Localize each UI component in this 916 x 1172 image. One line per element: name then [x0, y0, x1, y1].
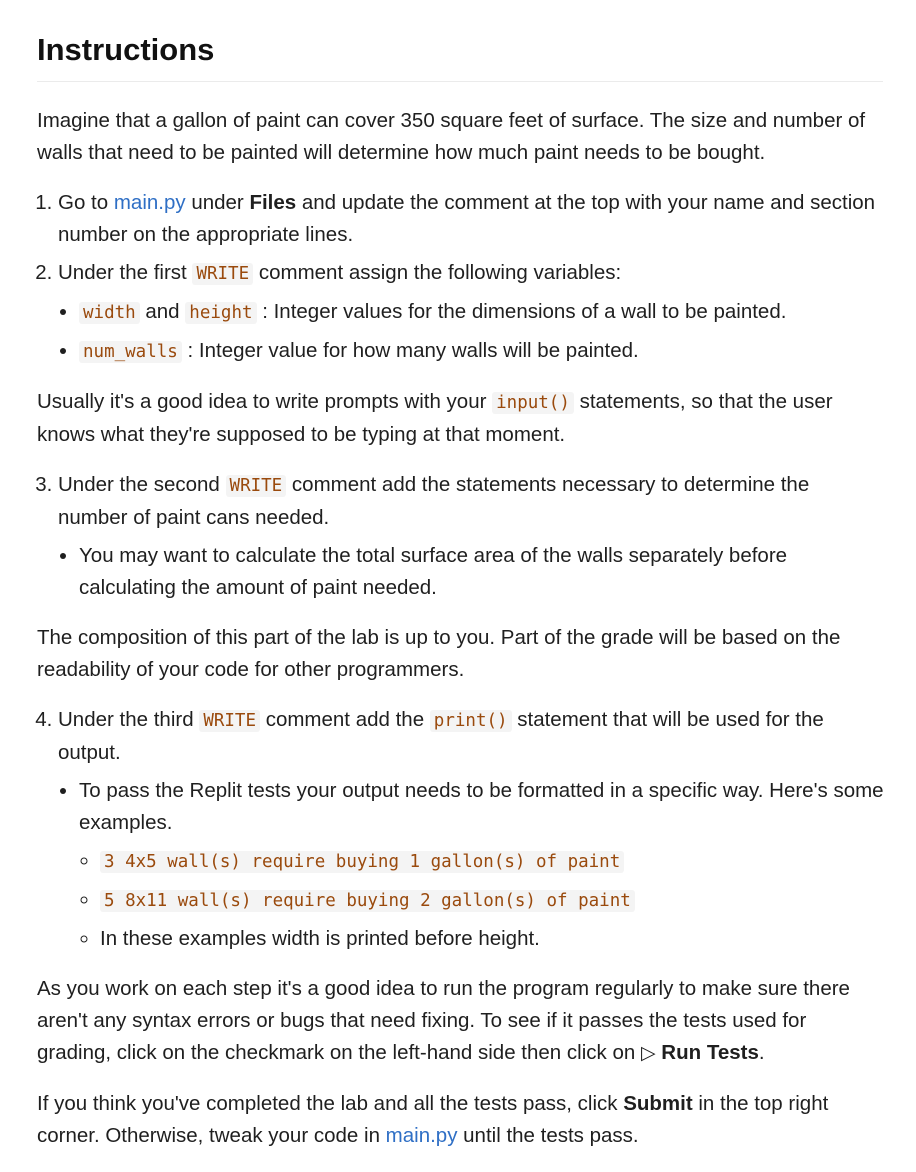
submit-label: Submit: [623, 1092, 693, 1115]
example-3: ◦ In these examples width is printed before height.: [100, 923, 884, 955]
num-walls-code: num_walls: [79, 341, 182, 363]
submit-text-2: in the top right corner. Otherwise, tweak your code in: [37, 1092, 829, 1147]
variable-width-height: [79, 296, 884, 329]
intro-paragraph: Imagine that a gallon of paint can cover 350 square feet of surface. The size and number of walls that need to be painted will determine how much paint needs to be bought.: [37, 109, 866, 164]
composition-paragraph: The composition of this part of the lab is up to you. Part of the grade will be based on the readability of your code for other programmers.: [37, 626, 841, 681]
input-text: Usually it's a good idea to write prompts with your: [37, 390, 493, 413]
write-code-3: WRITE: [199, 710, 260, 732]
step-1-text-2: under: [185, 191, 250, 214]
width-code: width: [79, 302, 140, 324]
run-tests-paragraph: [37, 973, 884, 1070]
example-1: [100, 845, 884, 878]
submit-text-3: until the tests pass.: [457, 1124, 639, 1147]
variable-num-walls: [79, 335, 884, 368]
examples-list: [79, 845, 884, 955]
step-4-text: Under the third: [58, 708, 200, 731]
step-4-text-3: statement that will be used for the output.: [58, 708, 824, 764]
run-text-2: .: [758, 1041, 765, 1064]
example-1-code: 3 4x5 wall(s) require buying 1 gallon(s) of paint: [100, 851, 624, 873]
num-walls-desc: : Integer value for how many walls will be painted.: [181, 339, 639, 362]
main-py-link-2[interactable]: main.py: [385, 1124, 458, 1147]
step-3-text-2: comment add the statements necessary to determine the number of paint cans needed.: [58, 473, 810, 529]
step-4-text-2: comment add the: [260, 708, 430, 731]
step-4-sublist: [58, 775, 884, 955]
step-2-sublist: [58, 296, 884, 368]
step-4-format-note: [79, 775, 884, 955]
page-title: Instructions: [37, 0, 883, 82]
step-2: [58, 257, 884, 368]
run-text: As you work on each step it's a good idea to run the program regularly to make sure there aren't any syntax errors or bugs that need fixing. To see if it passes the tests used for grading, click on the checkmark on the left-hand side then click on: [37, 977, 850, 1064]
example-2: [100, 884, 884, 917]
print-code: print(): [430, 710, 512, 732]
step-1-text-3: and update the comment at the top with your name and section number on the appropriate lines.: [58, 191, 876, 246]
step-3-text: Under the second: [58, 473, 226, 496]
input-text-2: statements, so that the user knows what they're supposed to be typing at that moment.: [37, 390, 833, 446]
steps-list-1: [37, 187, 884, 368]
submit-text: If you think you've completed the lab and all the tests pass, click: [37, 1092, 624, 1115]
files-label: Files: [249, 191, 297, 214]
example-2-code: 5 8x11 wall(s) require buying 2 gallon(s) of paint: [100, 890, 635, 912]
and-text: and: [139, 300, 186, 323]
input-paragraph: [37, 386, 884, 451]
run-tests-label: Run Tests: [661, 1041, 759, 1064]
format-note-text: To pass the Replit tests your output needs to be formatted in a specific way. Here's some examples.: [79, 779, 884, 834]
play-icon: ▷: [640, 1043, 656, 1064]
step-3-sublist: [58, 540, 884, 604]
steps-list-2: [37, 469, 884, 604]
input-code: input(): [492, 392, 574, 414]
step-3: [58, 469, 884, 604]
step-3-tip: • You may want to calculate the total surface area of the walls separately before calculating the amount of paint needed.: [79, 540, 884, 604]
height-code: height: [185, 302, 256, 324]
step-2-text-2: comment assign the following variables:: [253, 261, 622, 284]
step-1: [58, 187, 884, 251]
submit-paragraph: [37, 1088, 884, 1152]
width-height-desc: : Integer values for the dimensions of a wall to be painted.: [256, 300, 787, 323]
step-1-text: Go to: [58, 191, 114, 214]
steps-list-3: [37, 704, 884, 955]
write-code: WRITE: [192, 263, 253, 285]
write-code-2: WRITE: [226, 475, 287, 497]
step-2-text: Under the first: [58, 261, 193, 284]
step-4: [58, 704, 884, 955]
main-py-link[interactable]: main.py: [113, 191, 186, 214]
